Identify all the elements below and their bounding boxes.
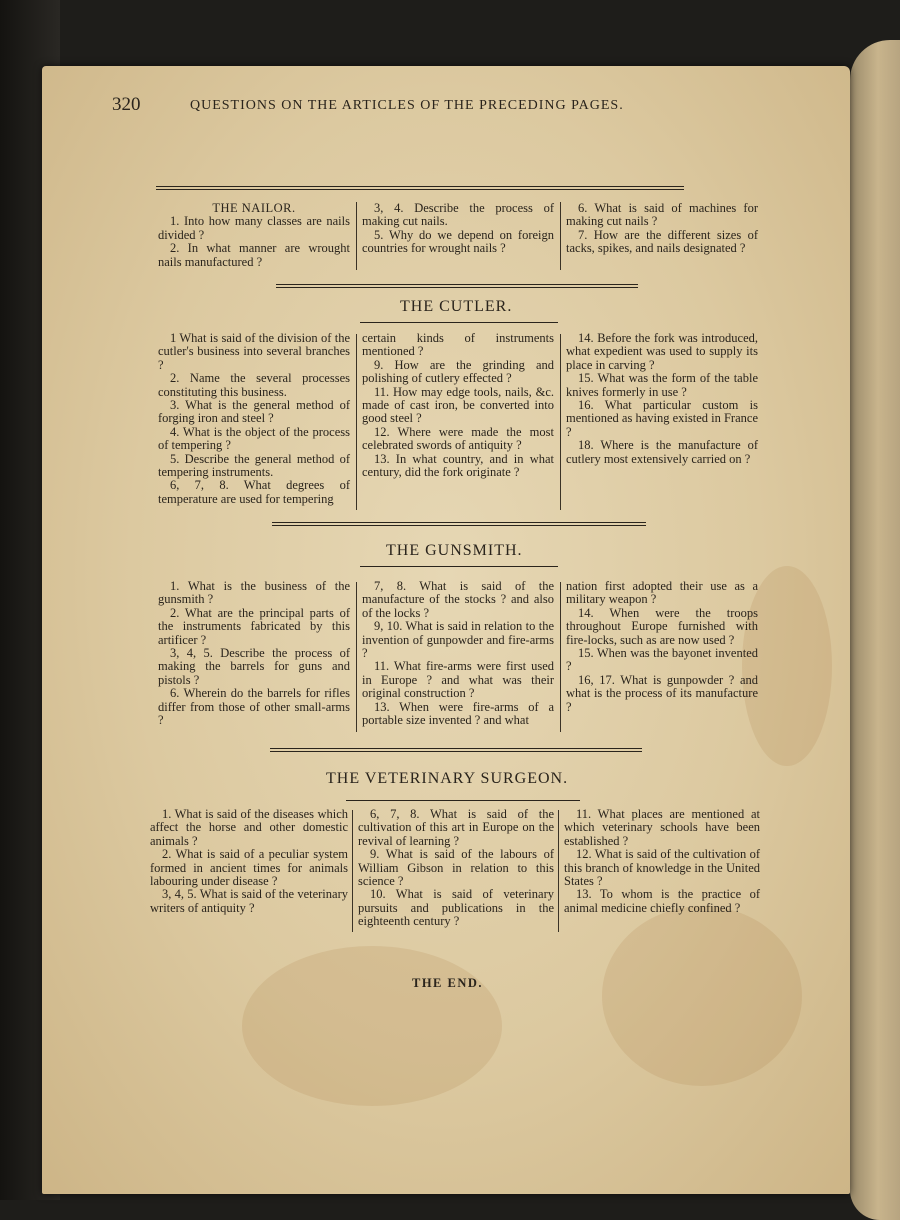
question: 7. How are the different sizes of tacks, spikes, and nails designated ? [566, 227, 758, 256]
question: 6. What is said of machines for making cut nails ? [566, 201, 758, 229]
question: 2. What is said of a peculiar system formed in ancient times for animals labouring under disease ? [150, 847, 348, 889]
question: 1. Into how many classes are nails divided ? [158, 214, 350, 242]
question: 4. What is the object of the process of tempering ? [158, 424, 350, 453]
column-divider [356, 334, 357, 510]
page-header [112, 94, 652, 116]
page-number: 320 [112, 94, 141, 115]
cutler-col-2 [362, 332, 554, 479]
question: 11. What places are mentioned at which veterinary schools have been established ? [564, 807, 760, 848]
question: 15. When was the bayonet invented ? [566, 646, 758, 674]
veterinary-col-1 [150, 808, 348, 915]
question: 5. Describe the general method of tempering instruments. [158, 451, 350, 480]
question: 9. What is said of the labours of William Gibson in relation to this science ? [358, 847, 554, 889]
question: nation first adopted their use as a military weapon ? [566, 579, 758, 607]
nailor-col-3 [566, 202, 758, 256]
question: 3, 4, 5. Describe the process of making the barrels for guns and pistols ? [158, 646, 350, 687]
running-title: QUESTIONS ON THE ARTICLES OF THE PRECEDING PAGES. [190, 98, 624, 113]
question: 3, 4. Describe the process of making cut nails. [362, 201, 554, 229]
question: 1 What is said of the division of the cutler's business into several branches ? [158, 331, 350, 372]
question: certain kinds of instruments mentioned ? [362, 331, 554, 359]
question: 9. How are the grinding and polishing of cutlery effected ? [362, 357, 554, 386]
gunsmith-col-3 [566, 580, 758, 714]
cutler-col-3 [566, 332, 758, 466]
nailor-col-1 [158, 202, 350, 269]
question: 7, 8. What is said of the manufacture of the stocks ? and also of the locks ? [362, 579, 554, 620]
question: 2. In what manner are wrought nails manufactured ? [158, 241, 350, 269]
title-underline [346, 800, 580, 801]
question: 3. What is the general method of forging iron and steel ? [158, 398, 350, 426]
veterinary-title: THE VETERINARY SURGEON. [326, 770, 569, 787]
question: 10. What is said of veterinary pursuits and publications in the eighteenth century ? [358, 887, 554, 929]
next-page-edge [850, 40, 900, 1220]
question: 11. How may edge tools, nails, &c. made of cast iron, be converted into good steel ? [362, 384, 554, 426]
question: 6, 7, 8. What degrees of temperature are used for tempering [158, 478, 350, 506]
question: 14. Before the fork was introduced, what expedient was used to supply its place in carving ? [566, 331, 758, 372]
nailor-subtitle: THE NAILOR. [212, 201, 296, 215]
question: 3, 4, 5. What is said of the veterinary writers of antiquity ? [150, 887, 348, 915]
question: 11. What fire-arms were first used in Europe ? and what was their original construction ? [362, 659, 554, 701]
cutler-title: THE CUTLER. [400, 298, 513, 315]
question: 5. Why do we depend on foreign countries for wrought nails ? [362, 227, 554, 256]
column-divider [560, 334, 561, 510]
question: 16. What particular custom is mentioned as having existed in France ? [566, 398, 758, 439]
column-divider [558, 810, 559, 932]
gunsmith-title: THE GUNSMITH. [386, 542, 523, 559]
section-rule [272, 522, 646, 526]
cutler-col-1 [158, 332, 350, 506]
stain [242, 946, 502, 1106]
section-rule [270, 748, 642, 752]
title-underline [360, 322, 558, 323]
gunsmith-col-2 [362, 580, 554, 727]
question: 15. What was the form of the table knives formerly in use ? [566, 371, 758, 399]
stain [602, 906, 802, 1086]
question: 1. What is the business of the gunsmith ? [158, 579, 350, 607]
veterinary-col-2 [358, 808, 554, 929]
veterinary-col-3 [564, 808, 760, 915]
header-rule [156, 186, 684, 190]
question: 6, 7, 8. What is said of the cultivation of this art in Europe on the revival of learning ? [358, 807, 554, 848]
gunsmith-col-1 [158, 580, 350, 727]
nailor-col-2 [362, 202, 554, 256]
question: 13. To whom is the practice of animal medicine chiefly confined ? [564, 887, 760, 915]
question: 12. What is said of the cultivation of this branch of knowledge in the United States ? [564, 847, 760, 889]
question: 12. Where were made the most celebrated swords of antiquity ? [362, 424, 554, 453]
column-divider [352, 810, 353, 932]
title-underline [360, 566, 558, 567]
question: 16, 17. What is gunpowder ? and what is the process of its manufacture ? [566, 672, 758, 714]
the-end: THE END. [412, 976, 484, 990]
question: 6. Wherein do the barrels for rifles differ from those of other small-arms ? [158, 686, 350, 728]
question: 1. What is said of the diseases which affect the horse and other domestic animals ? [150, 807, 348, 848]
question: 18. Where is the manufacture of cutlery most extensively carried on ? [566, 438, 758, 466]
column-divider [560, 202, 561, 270]
question: 14. When were the troops throughout Europe furnished with fire-locks, such as are now used ? [566, 605, 758, 647]
question: 13. When were fire-arms of a portable size invented ? and what [362, 699, 554, 728]
question: 13. In what country, and in what century, did the fork originate ? [362, 451, 554, 480]
question: 2. What are the principal parts of the instruments fabricated by this artificer ? [158, 605, 350, 647]
column-divider [356, 582, 357, 732]
section-rule [276, 284, 638, 288]
column-divider [560, 582, 561, 732]
question: 2. Name the several processes constituting this business. [158, 371, 350, 399]
question: 9, 10. What is said in relation to the invention of gunpowder and fire-arms ? [362, 619, 554, 661]
column-divider [356, 202, 357, 270]
